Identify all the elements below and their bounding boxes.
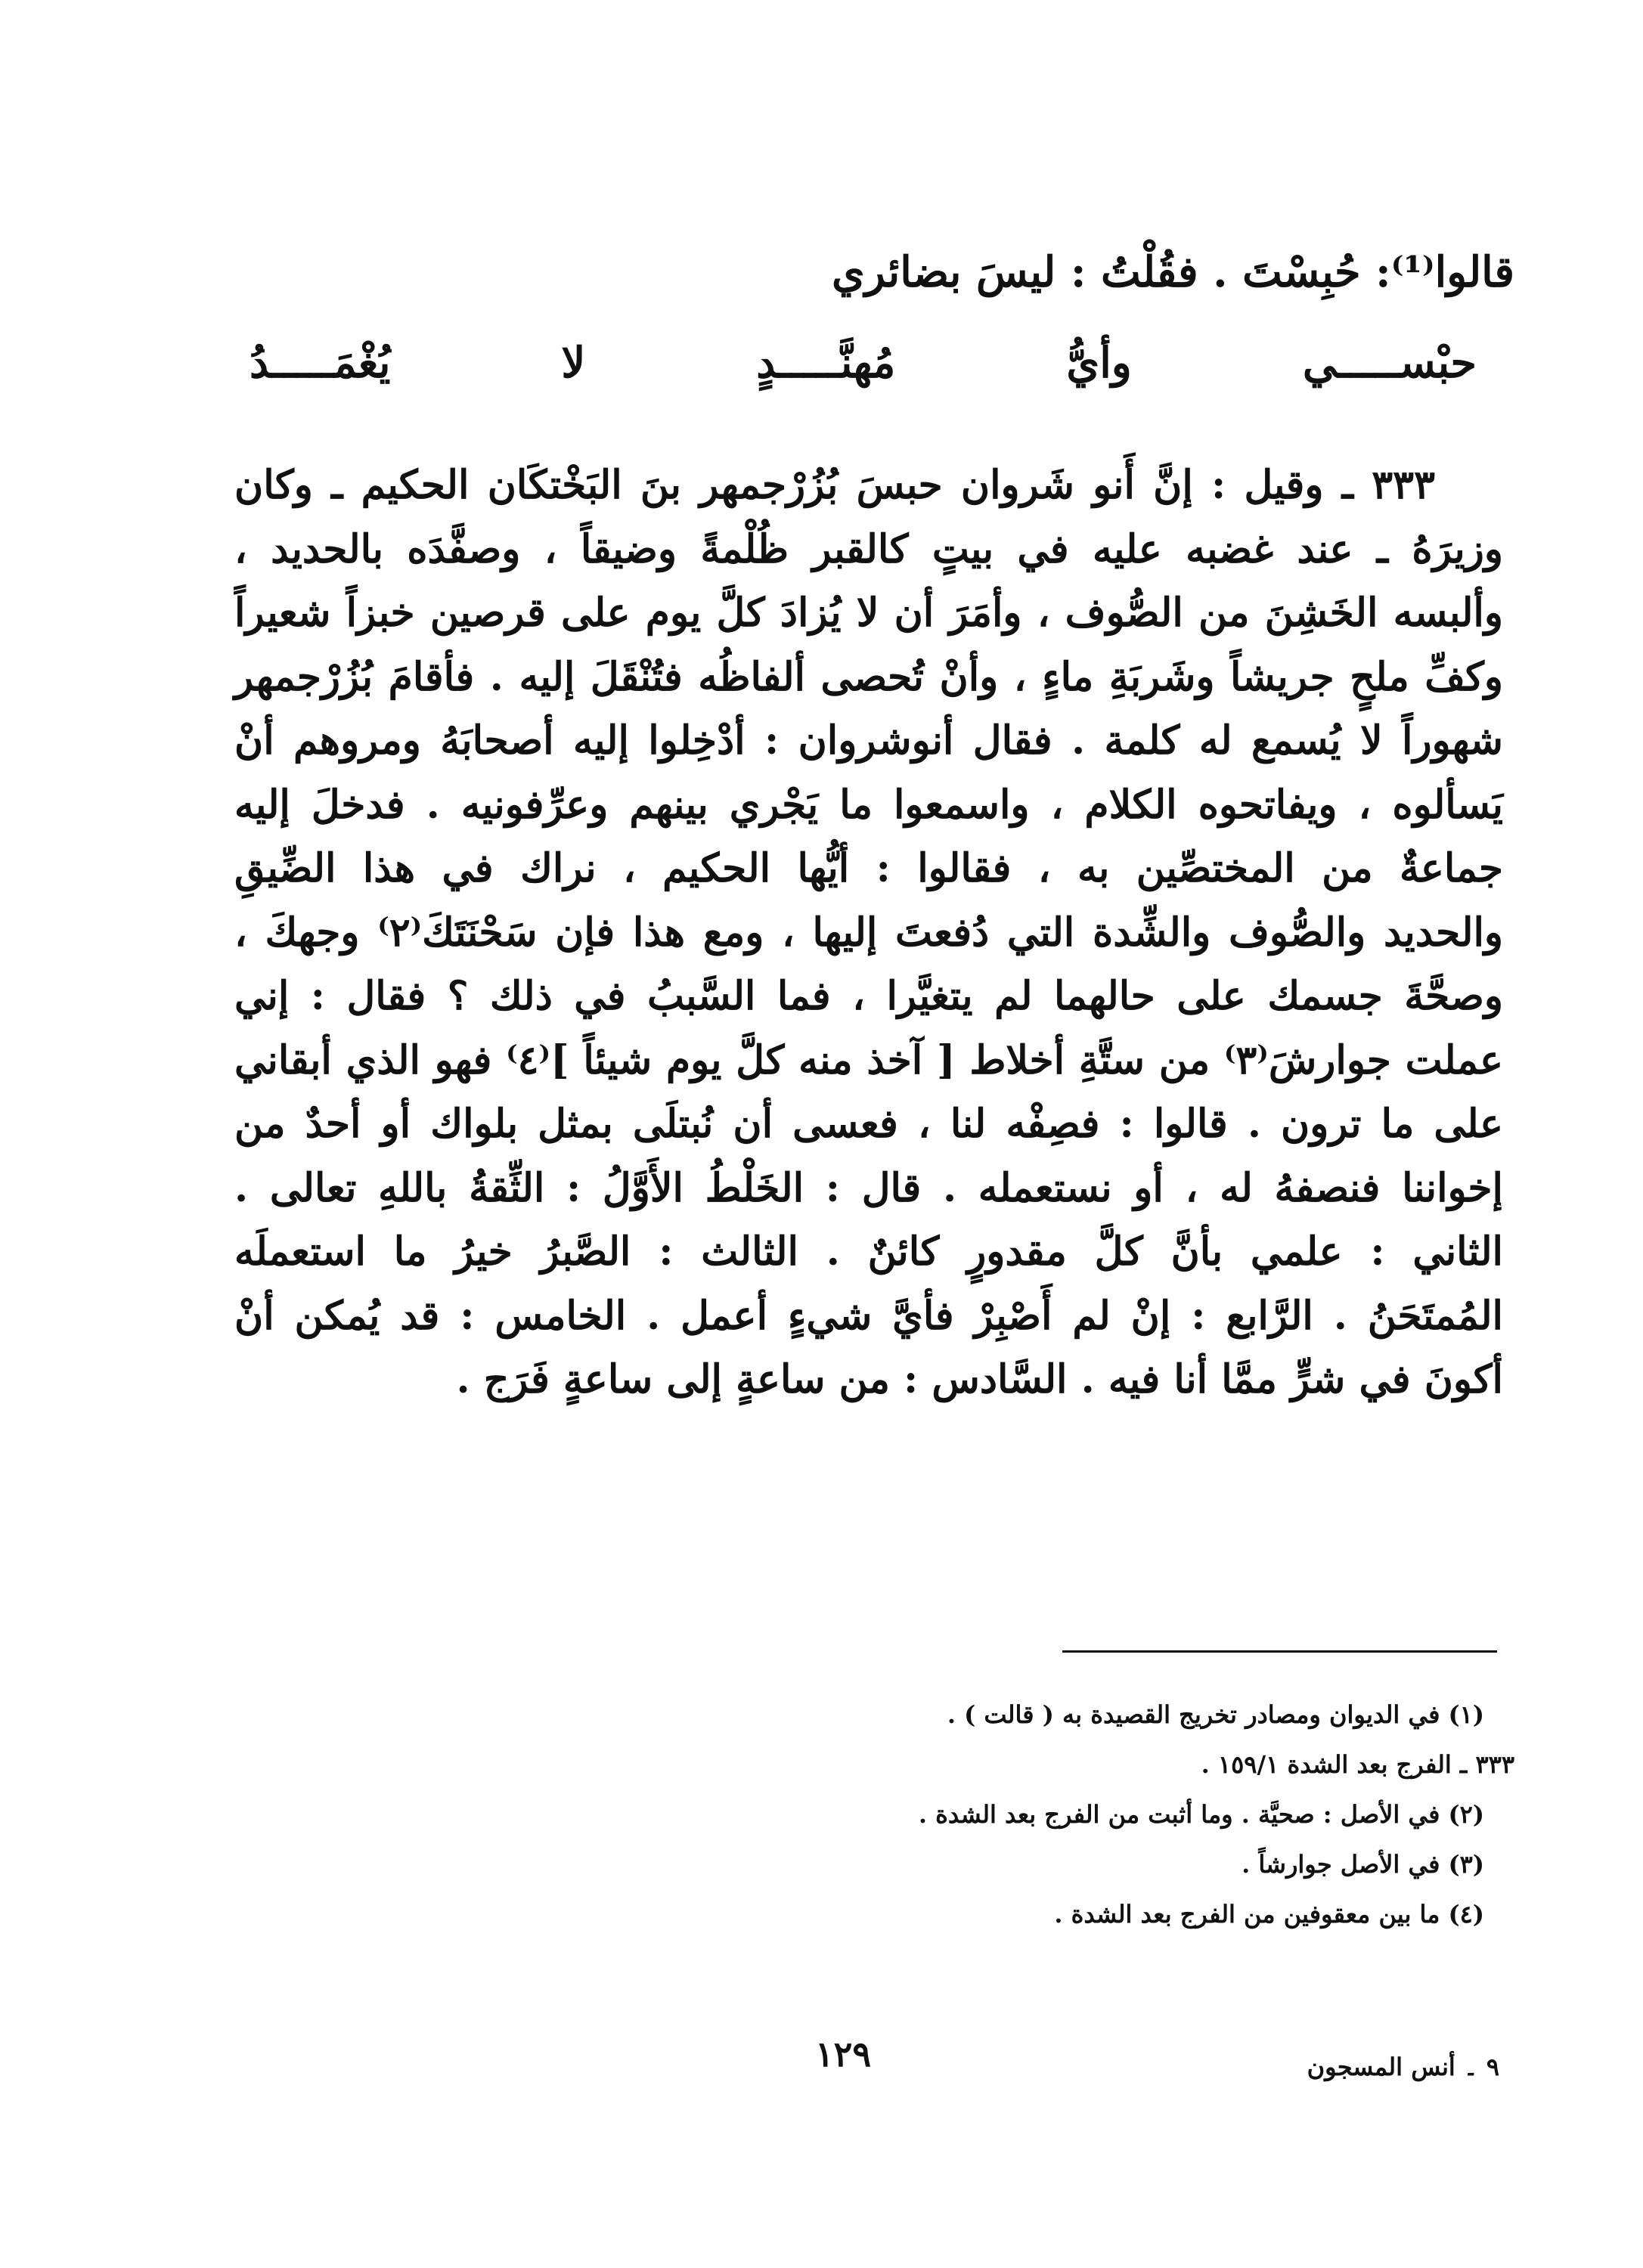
paragraph-line: جماعةٌ من المختصِّين به ، فقالوا : أيُّها الحكيم ، نراك في هذا الضِّيقِ bbox=[234, 845, 1503, 891]
footnotes bbox=[227, 1690, 1514, 1939]
page-number: ١٢٩ bbox=[814, 2034, 872, 2074]
footnote-1: (١) في الديوان ومصادر تخريج القصيدة به ( قالت ) . bbox=[947, 1700, 1484, 1729]
paragraph-line: وصحَّةَ جسمك على حالهما لم يتغيَّرا ، فما السَّببُ في ذلك ؟ فقال : إني bbox=[234, 973, 1503, 1019]
running-footer: ٩ ۔ أنس المسجون bbox=[1307, 2053, 1499, 2081]
paragraph-line: إخواننا فنصفهُ له ، أو نستعمله . قال : الخَلْطُ الأَوَّلُ : الثِّقةُ باللهِ تعالى . bbox=[234, 1164, 1503, 1211]
paragraph-line: شهوراً لا يُسمع له كلمة . فقال أنوشروان : أدْخِلوا إليه أصحابَهُ ومروهم أنْ bbox=[234, 717, 1503, 764]
verse-line-1: قالوا⁽¹⁾: حُبِسْتَ . فقُلْتُ : ليسَ بضائري bbox=[831, 247, 1514, 297]
paragraph-line: أكونَ في شرٍّ ممَّا أنا فيه . السَّادس : من ساعةٍ إلى ساعةٍ فَرَج . bbox=[456, 1356, 1503, 1402]
paragraph-line: الثاني : علمي بأنَّ كلَّ مقدورٍ كائنٌ . الثالث : الصَّبرُ خيرُ ما استعملَه bbox=[234, 1228, 1503, 1275]
paragraph-line: يَسألوه ، ويفاتحوه الكلام ، واسمعوا ما يَجْري بينهم وعرِّفونيه . فدخلَ إليه bbox=[234, 781, 1503, 828]
paragraph-line: على ما ترون . قالوا : فصِفْه لنا ، فعسى أن نُبتلَى بمثل بلواك أو أحدٌ من bbox=[234, 1101, 1503, 1147]
footnote-source: ٣٣٣ ـ الفرج بعد الشدة ١٥٩/١ . bbox=[1201, 1750, 1514, 1779]
verse-line-2: حبْســـــي وأيُّ مُهنَّـــــدٍ لا يُغْمَـــــدُ bbox=[250, 338, 1477, 388]
paragraph-line: والحديد والصُّوف والشِّدة التي دُفعتَ إليها ، ومع هذا فإن سَحْنَتَكَ⁽٢⁾ وجهكَ ، bbox=[234, 909, 1504, 956]
footnote-2: (٢) في الأصل : صحيَّة . وما أثبت من الفرج بعد الشدة . bbox=[918, 1800, 1484, 1829]
paragraph-line: عملت جوارشَ⁽٣⁾ من ستَّةِ أخلاط [ آخذ منه كلَّ يوم شيئاً ]⁽٤⁾ فهو الذي أبقاني bbox=[234, 1036, 1503, 1083]
paragraph-line: وألبسه الخَشِنَ من الصُّوف ، وأمَرَ أن لا يُزادَ كلَّ يوم على قرصين خبزاً شعيراً bbox=[234, 590, 1503, 636]
footnote-separator bbox=[1062, 1650, 1497, 1653]
footnote-4: (٤) ما بين معقوفين من الفرج بعد الشدة . bbox=[1054, 1900, 1484, 1929]
paragraph-line: المُمتَحَنُ . الرَّابع : إنْ لم أَصْبِرْ فأيَّ شيءٍ أعمل . الخامس : قد يُمكن أنْ bbox=[234, 1292, 1503, 1339]
paragraph-line: وكفِّ ملحٍ جريشاً وشَربَةِ ماءٍ ، وأنْ تُحصى ألفاظُه فتُنْقَلَ إليه . فأقامَ بُزُرْجمهر bbox=[234, 653, 1503, 700]
paragraph-line: ٣٣٣ ـ وقيل : إنَّ أَنو شَروان حبسَ بُزُرْجمهر بنَ البَخْتكَان الحكيم ـ وكان bbox=[234, 462, 1435, 508]
paragraph-line: وزيرَهُ ـ عند غضبه عليه في بيتٍ كالقبر ظُلْمةً وضيقاً ، وصفَّدَه بالحديد ، bbox=[234, 525, 1503, 572]
footnote-3: (٣) في الأصل جوارشاً . bbox=[1242, 1850, 1484, 1879]
main-paragraph bbox=[234, 454, 1503, 1412]
